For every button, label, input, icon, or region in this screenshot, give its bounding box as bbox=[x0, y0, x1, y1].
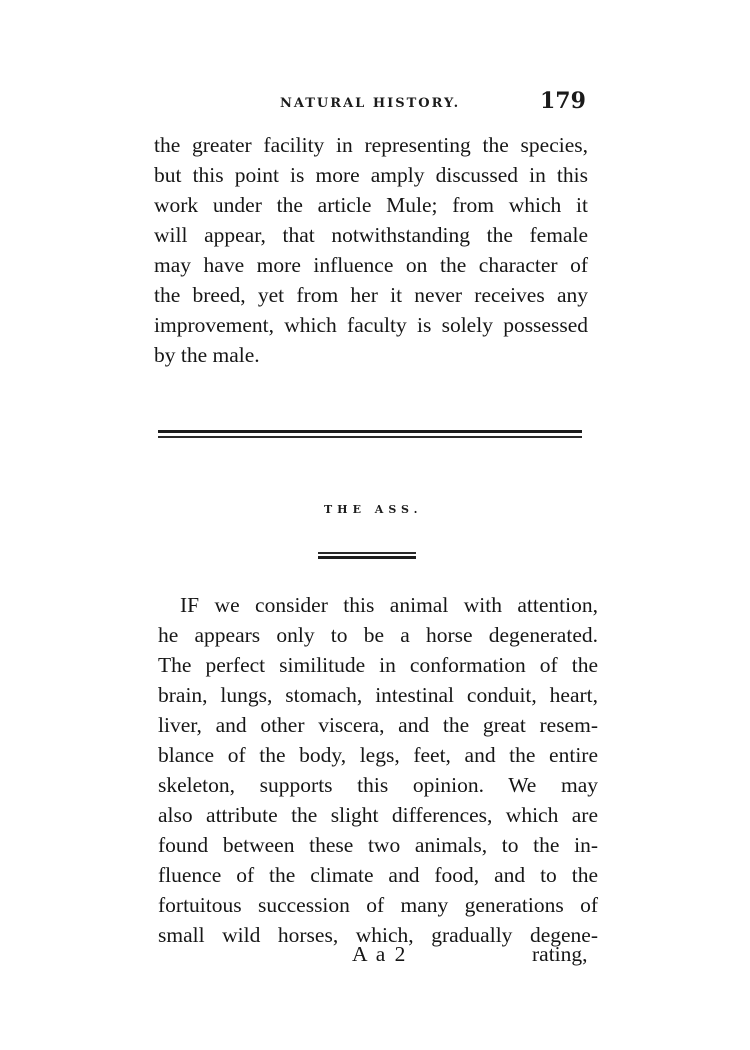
text-line: the breed, yet from her it never receives any bbox=[154, 283, 588, 307]
rule-line-thick bbox=[318, 556, 416, 559]
text-line: fluence of the climate and food, and to the bbox=[158, 863, 598, 887]
text-line: blance of the body, legs, feet, and the entire bbox=[158, 743, 598, 767]
running-head: NATURAL HISTORY. bbox=[280, 96, 461, 111]
text-line: he appears only to be a horse degenerated. bbox=[158, 623, 598, 647]
section-title: THE ASS. bbox=[324, 503, 423, 516]
rule-line-thin bbox=[318, 552, 416, 554]
rule-line-thin bbox=[158, 436, 582, 438]
text-line: fortuitous succession of many generations of bbox=[158, 893, 598, 917]
title-underline-rule bbox=[318, 552, 416, 560]
upper-paragraph bbox=[154, 130, 588, 370]
text-line: IF we consider this animal with attention, bbox=[180, 593, 598, 617]
catchword: rating, bbox=[532, 942, 588, 966]
text-line: but this point is more amply discussed in this bbox=[154, 163, 588, 187]
text-line: liver, and other viscera, and the great resem- bbox=[158, 713, 598, 737]
rule-line-thick bbox=[158, 430, 582, 433]
section-divider-rule bbox=[158, 430, 582, 440]
text-line: may have more influence on the character of bbox=[154, 253, 588, 277]
text-line: The perfect similitude in conformation of the bbox=[158, 653, 598, 677]
text-line: by the male. bbox=[154, 343, 260, 367]
signature-mark: A a 2 bbox=[352, 942, 408, 966]
text-line: improvement, which faculty is solely possessed bbox=[154, 313, 588, 337]
text-line: brain, lungs, stomach, intestinal conduit, heart, bbox=[158, 683, 598, 707]
page-number: 179 bbox=[540, 88, 586, 114]
text-line: will appear, that notwithstanding the female bbox=[154, 223, 588, 247]
text-line: skeleton, supports this opinion. We may bbox=[158, 773, 598, 797]
lower-paragraph bbox=[158, 590, 598, 950]
text-line: small wild horses, which, gradually degene- bbox=[158, 923, 598, 947]
text-line: the greater facility in representing the species, bbox=[154, 133, 588, 157]
text-line: work under the article Mule; from which it bbox=[154, 193, 588, 217]
text-line: also attribute the slight differences, which are bbox=[158, 803, 598, 827]
text-line: found between these two animals, to the in- bbox=[158, 833, 598, 857]
